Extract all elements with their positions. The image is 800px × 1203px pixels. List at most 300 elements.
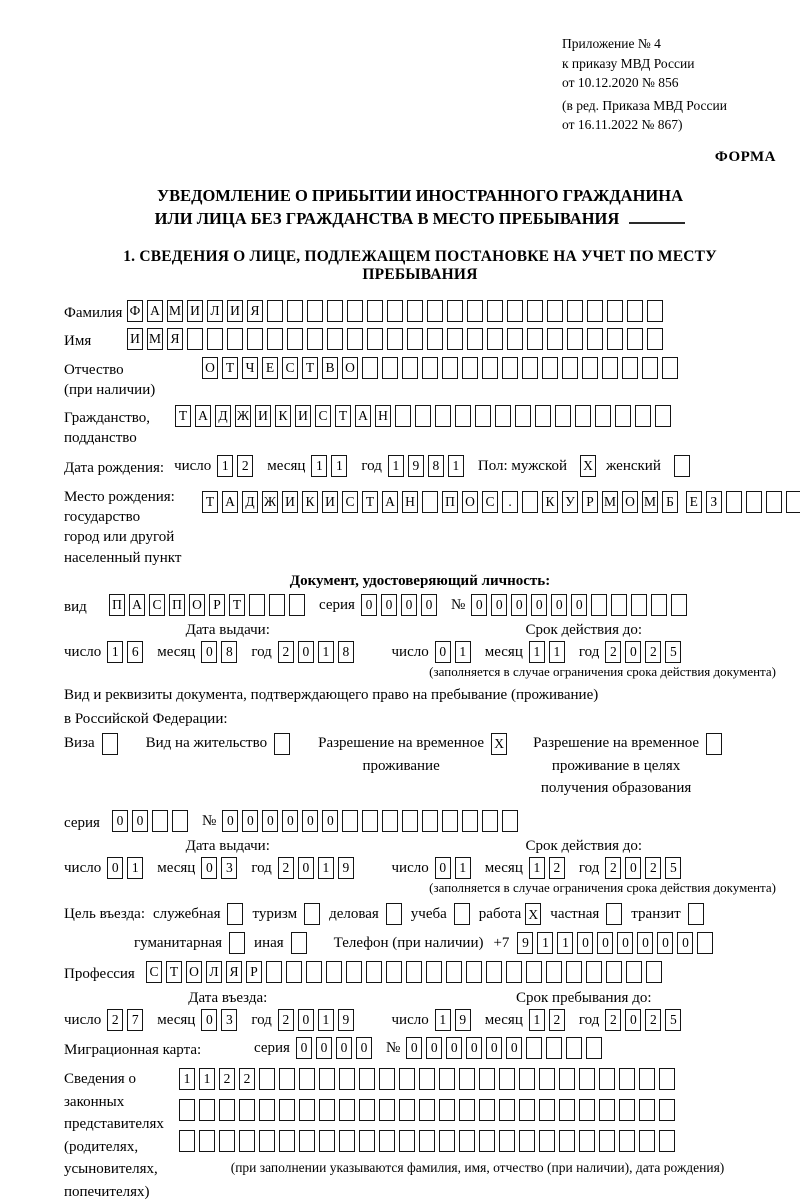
char-cell[interactable] <box>487 328 503 350</box>
char-cell[interactable]: М <box>642 491 658 513</box>
char-cell[interactable]: 1 <box>455 857 471 879</box>
char-cell[interactable] <box>439 1130 455 1152</box>
char-cell[interactable] <box>299 1130 315 1152</box>
char-cell[interactable]: 6 <box>127 641 143 663</box>
char-cell[interactable]: И <box>187 300 203 322</box>
char-cell[interactable] <box>655 405 671 427</box>
purpose-business-checkbox[interactable] <box>386 903 402 925</box>
char-cell[interactable] <box>591 594 607 616</box>
char-cell[interactable] <box>459 1099 475 1121</box>
char-cell[interactable]: 5 <box>665 857 681 879</box>
char-cell[interactable]: 0 <box>302 810 318 832</box>
char-cell[interactable] <box>599 1099 615 1121</box>
char-cell[interactable]: 0 <box>571 594 587 616</box>
char-cell[interactable] <box>399 1068 415 1090</box>
char-cell[interactable]: Е <box>686 491 702 513</box>
edu-residence-checkbox[interactable] <box>706 733 722 755</box>
char-cell[interactable]: 9 <box>338 857 354 879</box>
char-cell[interactable] <box>527 300 543 322</box>
char-cell[interactable]: 0 <box>446 1037 462 1059</box>
char-cell[interactable]: 8 <box>428 455 444 477</box>
char-cell[interactable] <box>419 1068 435 1090</box>
purpose-other-checkbox[interactable] <box>291 932 307 954</box>
char-cell[interactable]: С <box>342 491 358 513</box>
char-cell[interactable]: Т <box>202 491 218 513</box>
char-cell[interactable] <box>179 1130 195 1152</box>
char-cell[interactable] <box>566 1037 582 1059</box>
char-cell[interactable] <box>519 1068 535 1090</box>
char-cell[interactable] <box>326 961 342 983</box>
char-cell[interactable]: 0 <box>298 641 314 663</box>
char-cell[interactable]: 0 <box>677 932 693 954</box>
char-cell[interactable]: К <box>542 491 558 513</box>
char-cell[interactable]: И <box>255 405 271 427</box>
char-cell[interactable] <box>339 1068 355 1090</box>
char-cell[interactable] <box>519 1099 535 1121</box>
char-cell[interactable]: 2 <box>605 857 621 879</box>
char-cell[interactable]: Ж <box>262 491 278 513</box>
char-cell[interactable] <box>402 357 418 379</box>
char-cell[interactable]: 0 <box>201 1009 217 1031</box>
char-cell[interactable] <box>427 328 443 350</box>
char-cell[interactable]: А <box>382 491 398 513</box>
char-cell[interactable]: 2 <box>219 1068 235 1090</box>
char-cell[interactable] <box>402 810 418 832</box>
char-cell[interactable]: 2 <box>645 857 661 879</box>
char-cell[interactable] <box>219 1099 235 1121</box>
char-cell[interactable] <box>539 1130 555 1152</box>
char-cell[interactable]: 0 <box>282 810 298 832</box>
char-cell[interactable]: Д <box>215 405 231 427</box>
char-cell[interactable] <box>499 1130 515 1152</box>
char-cell[interactable] <box>611 594 627 616</box>
char-cell[interactable] <box>462 810 478 832</box>
char-cell[interactable] <box>547 300 563 322</box>
char-cell[interactable] <box>587 300 603 322</box>
char-cell[interactable]: 0 <box>298 1009 314 1031</box>
char-cell[interactable] <box>586 1037 602 1059</box>
char-cell[interactable]: 2 <box>278 641 294 663</box>
char-cell[interactable]: С <box>315 405 331 427</box>
char-cell[interactable]: Б <box>662 491 678 513</box>
char-cell[interactable] <box>559 1130 575 1152</box>
char-cell[interactable] <box>627 300 643 322</box>
char-cell[interactable] <box>267 300 283 322</box>
char-cell[interactable] <box>187 328 203 350</box>
char-cell[interactable] <box>506 961 522 983</box>
char-cell[interactable] <box>395 405 411 427</box>
char-cell[interactable]: Е <box>262 357 278 379</box>
sex-male-checkbox[interactable]: X <box>580 455 596 477</box>
char-cell[interactable]: 2 <box>278 1009 294 1031</box>
char-cell[interactable]: С <box>149 594 165 616</box>
char-cell[interactable]: 1 <box>455 641 471 663</box>
char-cell[interactable] <box>746 491 762 513</box>
char-cell[interactable]: 1 <box>435 1009 451 1031</box>
char-cell[interactable]: 0 <box>511 594 527 616</box>
char-cell[interactable] <box>615 405 631 427</box>
char-cell[interactable] <box>259 1068 275 1090</box>
char-cell[interactable] <box>726 491 742 513</box>
char-cell[interactable]: Н <box>375 405 391 427</box>
residence-permit-checkbox[interactable] <box>274 733 290 755</box>
char-cell[interactable]: 0 <box>336 1037 352 1059</box>
char-cell[interactable] <box>495 405 511 427</box>
purpose-official-checkbox[interactable] <box>227 903 243 925</box>
char-cell[interactable] <box>319 1099 335 1121</box>
char-cell[interactable]: 1 <box>199 1068 215 1090</box>
char-cell[interactable]: Р <box>209 594 225 616</box>
char-cell[interactable]: 0 <box>625 857 641 879</box>
char-cell[interactable] <box>507 328 523 350</box>
char-cell[interactable]: П <box>442 491 458 513</box>
char-cell[interactable] <box>546 961 562 983</box>
char-cell[interactable]: О <box>202 357 218 379</box>
char-cell[interactable]: 3 <box>221 857 237 879</box>
char-cell[interactable] <box>602 357 618 379</box>
char-cell[interactable] <box>522 357 538 379</box>
char-cell[interactable]: К <box>275 405 291 427</box>
char-cell[interactable]: 2 <box>605 641 621 663</box>
char-cell[interactable]: 2 <box>549 857 565 879</box>
char-cell[interactable]: 2 <box>239 1068 255 1090</box>
temp-residence-checkbox[interactable]: X <box>491 733 507 755</box>
char-cell[interactable]: 1 <box>318 1009 334 1031</box>
char-cell[interactable]: 0 <box>401 594 417 616</box>
char-cell[interactable] <box>327 300 343 322</box>
char-cell[interactable] <box>306 961 322 983</box>
char-cell[interactable] <box>387 328 403 350</box>
char-cell[interactable] <box>627 328 643 350</box>
char-cell[interactable] <box>475 405 491 427</box>
char-cell[interactable]: 0 <box>381 594 397 616</box>
char-cell[interactable] <box>259 1130 275 1152</box>
char-cell[interactable] <box>287 300 303 322</box>
char-cell[interactable] <box>635 405 651 427</box>
char-cell[interactable] <box>427 300 443 322</box>
char-cell[interactable]: 0 <box>486 1037 502 1059</box>
char-cell[interactable]: 1 <box>529 641 545 663</box>
char-cell[interactable]: Д <box>242 491 258 513</box>
char-cell[interactable] <box>547 328 563 350</box>
char-cell[interactable] <box>619 1099 635 1121</box>
char-cell[interactable] <box>487 300 503 322</box>
char-cell[interactable] <box>539 1068 555 1090</box>
char-cell[interactable] <box>259 1099 275 1121</box>
char-cell[interactable]: Я <box>226 961 242 983</box>
char-cell[interactable]: 0 <box>222 810 238 832</box>
char-cell[interactable] <box>482 357 498 379</box>
char-cell[interactable] <box>582 357 598 379</box>
char-cell[interactable] <box>606 961 622 983</box>
char-cell[interactable]: 1 <box>529 1009 545 1031</box>
char-cell[interactable] <box>567 300 583 322</box>
char-cell[interactable]: Т <box>362 491 378 513</box>
char-cell[interactable]: Л <box>207 300 223 322</box>
char-cell[interactable] <box>172 810 188 832</box>
char-cell[interactable] <box>387 300 403 322</box>
char-cell[interactable]: 1 <box>529 857 545 879</box>
char-cell[interactable]: А <box>195 405 211 427</box>
char-cell[interactable] <box>359 1099 375 1121</box>
char-cell[interactable]: 1 <box>557 932 573 954</box>
char-cell[interactable] <box>399 1099 415 1121</box>
char-cell[interactable]: 5 <box>665 1009 681 1031</box>
char-cell[interactable]: 0 <box>406 1037 422 1059</box>
char-cell[interactable] <box>239 1099 255 1121</box>
char-cell[interactable]: 0 <box>316 1037 332 1059</box>
char-cell[interactable]: Ч <box>242 357 258 379</box>
char-cell[interactable] <box>286 961 302 983</box>
char-cell[interactable]: 1 <box>127 857 143 879</box>
char-cell[interactable] <box>422 491 438 513</box>
char-cell[interactable] <box>346 961 362 983</box>
char-cell[interactable]: Т <box>229 594 245 616</box>
char-cell[interactable] <box>422 357 438 379</box>
char-cell[interactable] <box>622 357 638 379</box>
char-cell[interactable]: 7 <box>127 1009 143 1031</box>
char-cell[interactable]: 1 <box>549 641 565 663</box>
char-cell[interactable] <box>462 357 478 379</box>
char-cell[interactable]: 0 <box>201 641 217 663</box>
char-cell[interactable] <box>579 1099 595 1121</box>
char-cell[interactable]: А <box>222 491 238 513</box>
char-cell[interactable]: Н <box>402 491 418 513</box>
char-cell[interactable] <box>522 491 538 513</box>
char-cell[interactable]: 0 <box>298 857 314 879</box>
purpose-study-checkbox[interactable] <box>454 903 470 925</box>
char-cell[interactable]: 9 <box>408 455 424 477</box>
char-cell[interactable] <box>526 961 542 983</box>
char-cell[interactable] <box>766 491 782 513</box>
char-cell[interactable]: 0 <box>637 932 653 954</box>
char-cell[interactable] <box>507 300 523 322</box>
char-cell[interactable]: 1 <box>217 455 233 477</box>
char-cell[interactable]: 0 <box>625 641 641 663</box>
char-cell[interactable]: А <box>147 300 163 322</box>
char-cell[interactable]: 0 <box>577 932 593 954</box>
char-cell[interactable]: 0 <box>435 857 451 879</box>
char-cell[interactable] <box>319 1130 335 1152</box>
char-cell[interactable] <box>659 1130 675 1152</box>
char-cell[interactable] <box>359 1130 375 1152</box>
char-cell[interactable] <box>447 328 463 350</box>
char-cell[interactable]: 1 <box>388 455 404 477</box>
char-cell[interactable] <box>239 1130 255 1152</box>
char-cell[interactable]: Т <box>222 357 238 379</box>
char-cell[interactable]: У <box>562 491 578 513</box>
char-cell[interactable] <box>382 357 398 379</box>
char-cell[interactable] <box>279 1068 295 1090</box>
char-cell[interactable] <box>289 594 305 616</box>
char-cell[interactable]: 0 <box>466 1037 482 1059</box>
char-cell[interactable] <box>642 357 658 379</box>
char-cell[interactable] <box>542 357 558 379</box>
char-cell[interactable] <box>339 1099 355 1121</box>
char-cell[interactable]: 0 <box>625 1009 641 1031</box>
char-cell[interactable]: П <box>169 594 185 616</box>
char-cell[interactable] <box>419 1099 435 1121</box>
char-cell[interactable]: 1 <box>311 455 327 477</box>
char-cell[interactable] <box>586 961 602 983</box>
char-cell[interactable] <box>362 810 378 832</box>
char-cell[interactable] <box>379 1068 395 1090</box>
char-cell[interactable] <box>502 357 518 379</box>
char-cell[interactable] <box>307 300 323 322</box>
char-cell[interactable] <box>219 1130 235 1152</box>
char-cell[interactable] <box>447 300 463 322</box>
char-cell[interactable]: 0 <box>471 594 487 616</box>
char-cell[interactable] <box>626 961 642 983</box>
char-cell[interactable] <box>559 1068 575 1090</box>
char-cell[interactable] <box>486 961 502 983</box>
char-cell[interactable] <box>207 328 223 350</box>
char-cell[interactable] <box>362 357 378 379</box>
char-cell[interactable]: 0 <box>262 810 278 832</box>
char-cell[interactable] <box>407 300 423 322</box>
char-cell[interactable] <box>359 1068 375 1090</box>
char-cell[interactable] <box>566 961 582 983</box>
char-cell[interactable] <box>439 1099 455 1121</box>
char-cell[interactable]: 0 <box>296 1037 312 1059</box>
char-cell[interactable]: Р <box>582 491 598 513</box>
char-cell[interactable]: 0 <box>617 932 633 954</box>
char-cell[interactable]: К <box>302 491 318 513</box>
char-cell[interactable]: 1 <box>537 932 553 954</box>
char-cell[interactable]: П <box>109 594 125 616</box>
char-cell[interactable] <box>662 357 678 379</box>
char-cell[interactable] <box>526 1037 542 1059</box>
char-cell[interactable]: Т <box>335 405 351 427</box>
char-cell[interactable] <box>415 405 431 427</box>
char-cell[interactable] <box>646 961 662 983</box>
char-cell[interactable] <box>266 961 282 983</box>
purpose-tourism-checkbox[interactable] <box>304 903 320 925</box>
char-cell[interactable] <box>299 1068 315 1090</box>
char-cell[interactable] <box>546 1037 562 1059</box>
char-cell[interactable] <box>342 810 358 832</box>
char-cell[interactable] <box>269 594 285 616</box>
char-cell[interactable]: О <box>342 357 358 379</box>
char-cell[interactable]: 9 <box>455 1009 471 1031</box>
char-cell[interactable] <box>199 1130 215 1152</box>
char-cell[interactable] <box>567 328 583 350</box>
char-cell[interactable]: 0 <box>356 1037 372 1059</box>
char-cell[interactable]: И <box>127 328 143 350</box>
char-cell[interactable] <box>227 328 243 350</box>
char-cell[interactable] <box>247 328 263 350</box>
char-cell[interactable] <box>527 328 543 350</box>
char-cell[interactable]: И <box>227 300 243 322</box>
char-cell[interactable]: О <box>622 491 638 513</box>
char-cell[interactable]: В <box>322 357 338 379</box>
char-cell[interactable]: 8 <box>221 641 237 663</box>
char-cell[interactable]: . <box>502 491 518 513</box>
char-cell[interactable] <box>587 328 603 350</box>
char-cell[interactable]: 0 <box>657 932 673 954</box>
char-cell[interactable] <box>575 405 591 427</box>
char-cell[interactable]: З <box>706 491 722 513</box>
char-cell[interactable] <box>639 1099 655 1121</box>
char-cell[interactable]: 9 <box>338 1009 354 1031</box>
char-cell[interactable]: С <box>146 961 162 983</box>
char-cell[interactable] <box>459 1130 475 1152</box>
purpose-transit-checkbox[interactable] <box>688 903 704 925</box>
char-cell[interactable] <box>562 357 578 379</box>
char-cell[interactable]: 0 <box>242 810 258 832</box>
char-cell[interactable]: 0 <box>551 594 567 616</box>
char-cell[interactable]: 1 <box>331 455 347 477</box>
char-cell[interactable] <box>367 300 383 322</box>
char-cell[interactable] <box>455 405 471 427</box>
char-cell[interactable]: 0 <box>435 641 451 663</box>
char-cell[interactable] <box>407 328 423 350</box>
char-cell[interactable] <box>199 1099 215 1121</box>
char-cell[interactable]: Ж <box>235 405 251 427</box>
char-cell[interactable]: М <box>167 300 183 322</box>
char-cell[interactable] <box>299 1099 315 1121</box>
char-cell[interactable]: 1 <box>179 1068 195 1090</box>
char-cell[interactable] <box>515 405 531 427</box>
char-cell[interactable]: 0 <box>426 1037 442 1059</box>
char-cell[interactable]: 1 <box>318 857 334 879</box>
char-cell[interactable] <box>479 1099 495 1121</box>
char-cell[interactable] <box>279 1099 295 1121</box>
char-cell[interactable]: 2 <box>237 455 253 477</box>
char-cell[interactable]: 0 <box>597 932 613 954</box>
purpose-humanitarian-checkbox[interactable] <box>229 932 245 954</box>
char-cell[interactable] <box>382 810 398 832</box>
char-cell[interactable]: С <box>482 491 498 513</box>
char-cell[interactable] <box>671 594 687 616</box>
char-cell[interactable]: Т <box>302 357 318 379</box>
char-cell[interactable] <box>279 1130 295 1152</box>
char-cell[interactable] <box>426 961 442 983</box>
char-cell[interactable] <box>467 300 483 322</box>
char-cell[interactable] <box>535 405 551 427</box>
char-cell[interactable] <box>406 961 422 983</box>
char-cell[interactable]: Ф <box>127 300 143 322</box>
char-cell[interactable]: 9 <box>517 932 533 954</box>
char-cell[interactable] <box>249 594 265 616</box>
char-cell[interactable]: 0 <box>201 857 217 879</box>
char-cell[interactable] <box>639 1068 655 1090</box>
char-cell[interactable] <box>579 1130 595 1152</box>
char-cell[interactable] <box>499 1099 515 1121</box>
char-cell[interactable]: 0 <box>132 810 148 832</box>
char-cell[interactable] <box>307 328 323 350</box>
char-cell[interactable]: И <box>322 491 338 513</box>
char-cell[interactable] <box>519 1130 535 1152</box>
char-cell[interactable]: 2 <box>278 857 294 879</box>
char-cell[interactable] <box>347 300 363 322</box>
char-cell[interactable] <box>327 328 343 350</box>
char-cell[interactable] <box>339 1130 355 1152</box>
char-cell[interactable] <box>559 1099 575 1121</box>
char-cell[interactable] <box>659 1068 675 1090</box>
char-cell[interactable] <box>647 300 663 322</box>
char-cell[interactable]: С <box>282 357 298 379</box>
char-cell[interactable] <box>442 810 458 832</box>
char-cell[interactable]: 0 <box>531 594 547 616</box>
char-cell[interactable] <box>435 405 451 427</box>
char-cell[interactable]: 2 <box>549 1009 565 1031</box>
char-cell[interactable] <box>502 810 518 832</box>
char-cell[interactable] <box>179 1099 195 1121</box>
char-cell[interactable] <box>599 1130 615 1152</box>
char-cell[interactable]: 1 <box>318 641 334 663</box>
char-cell[interactable] <box>647 328 663 350</box>
